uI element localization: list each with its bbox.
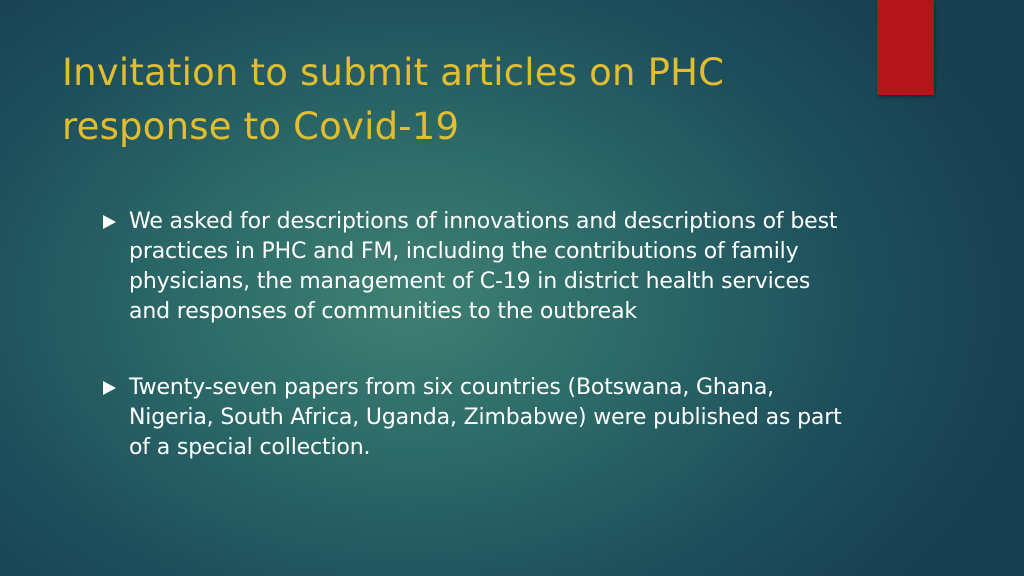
bullet-item-papers: [102, 373, 842, 463]
slide-title: Invitation to submit articles on PHC response to Covid-19: [62, 51, 725, 148]
bullet-item-innovations: [102, 207, 842, 327]
triangle-right-icon: [103, 381, 116, 395]
triangle-right-icon: [103, 215, 116, 229]
bullet-text: Twenty-seven papers from six countries (Botswana, Ghana, Nigeria, South Africa, Uganda, Zimbabwe) were published as part of a special collection.: [129, 375, 842, 460]
bullet-list: [102, 207, 842, 463]
bullet-text: We asked for descriptions of innovations and descriptions of best practices in PHC and FM, including the contributions of family physicians, the management of C-19 in district health services and responses of communities to the outbreak: [129, 209, 838, 324]
accent-tab: [877, 0, 934, 95]
